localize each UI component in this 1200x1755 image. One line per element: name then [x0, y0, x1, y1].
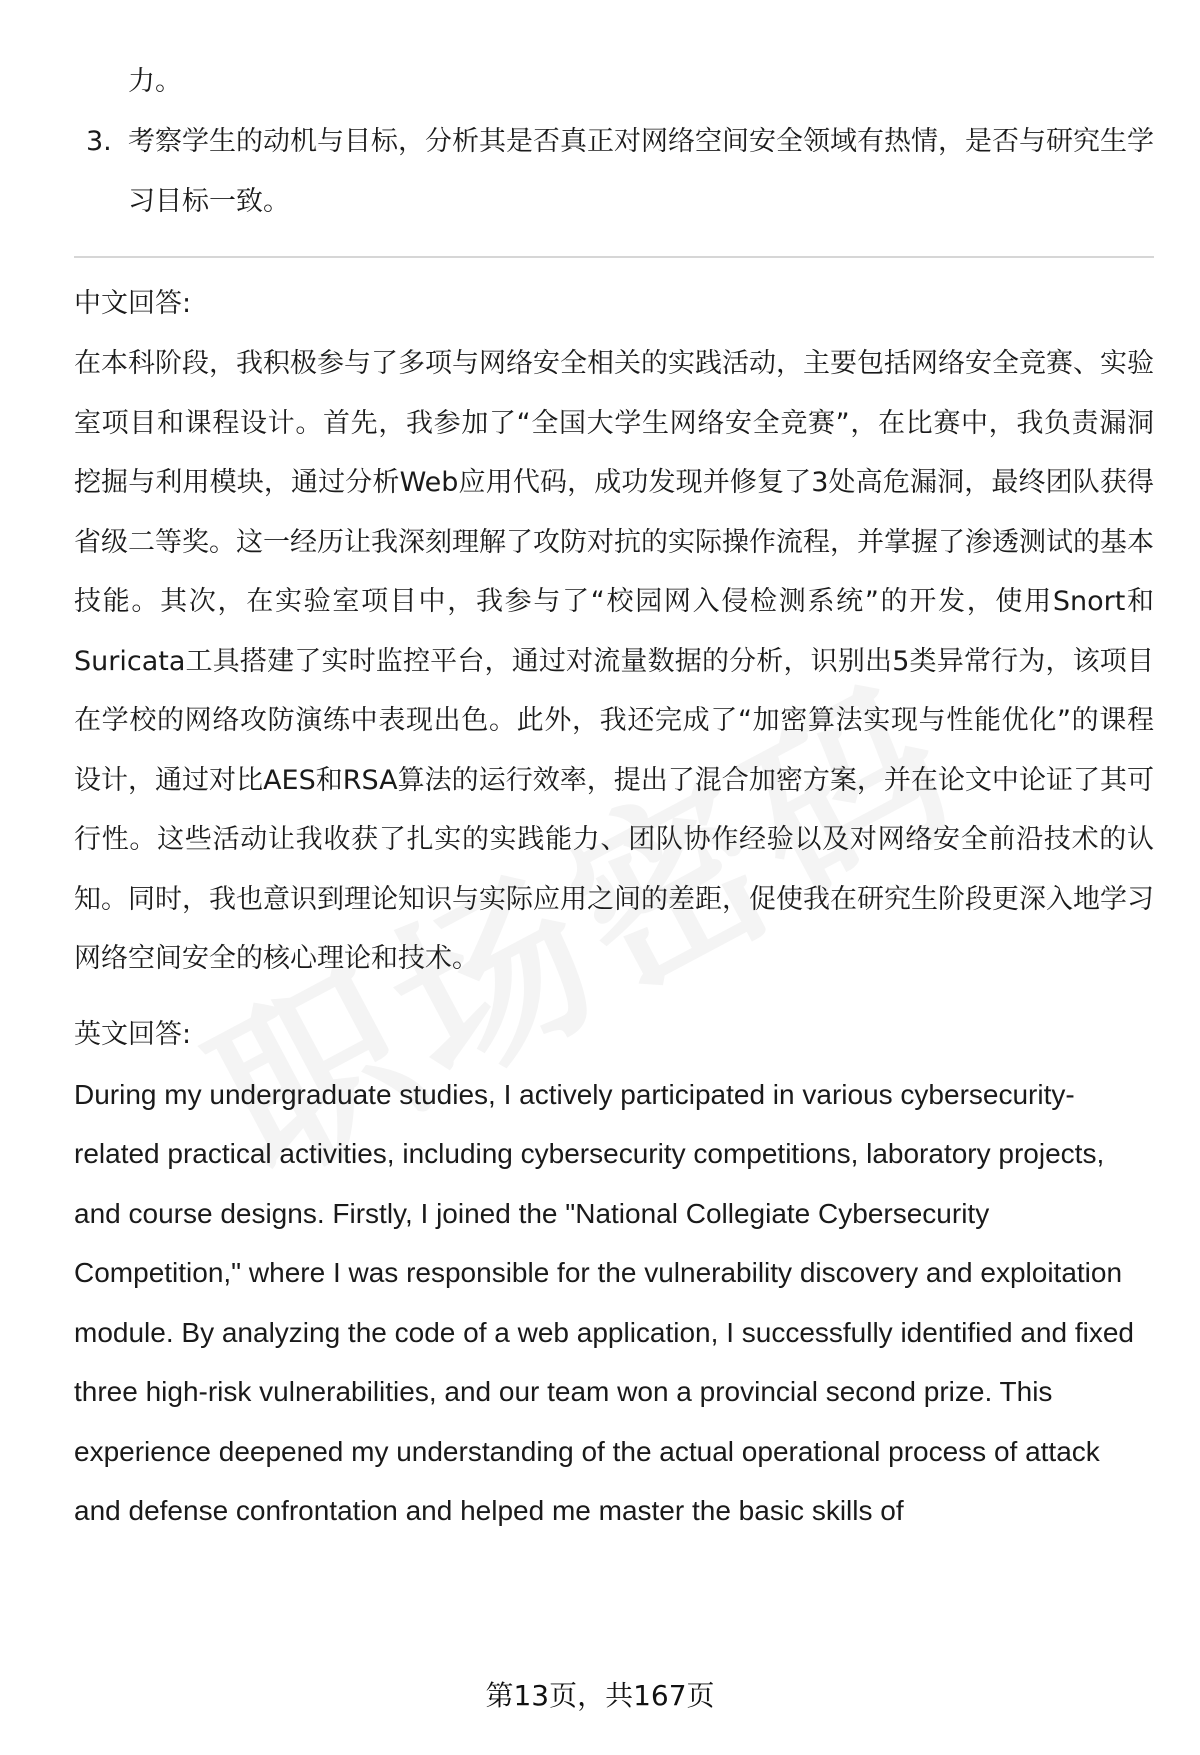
english-answer-body: During my undergraduate studies, I actively participated in various cybersecurity-related practical activities, including cybersecurity competitions, laboratory projects, and course designs. Firstly, I joined the "National Collegiate Cybersecurity Competition," where I was responsible for the vulnerability discovery and exploitation module. By analyzing the code of a web application, I successfully identified and fixed three high-risk vulnerabilities, and our team won a provincial second prize. This experience deepened my understanding of the actual operational process of attack and defense confrontation and helped me master the basic skills of — [74, 1078, 1134, 1526]
page-number-footer: 第13页，共167页 — [485, 1679, 715, 1712]
list-item-continuation: 力。 — [128, 66, 182, 97]
page-content — [74, 52, 1154, 1541]
chinese-answer-body: 在本科阶段，我积极参与了多项与网络安全相关的实践活动，主要包括网络安全竞赛、实验室项目和课程设计。首先，我参加了“全国大学生网络安全竞赛”，在比赛中，我负责漏洞挖掘与利用模块，通过分析Web应用代码，成功发现并修复了3处高危漏洞，最终团队获得省级二等奖。这一经历让我深刻理解了攻防对抗的实际操作流程，并掌握了渗透测试的基本技能。其次，在实验室项目中，我参与了“校园网入侵检测系统”的开发，使用Snort和Suricata工具搭建了实时监控平台，通过对流量数据的分析，识别出5类异常行为，该项目在学校的网络攻防演练中表现出色。此外，我还完成了“加密算法实现与性能优化”的课程设计，通过对比AES和RSA算法的运行效率，提出了混合加密方案，并在论文中论证了其可行性。这些活动让我收获了扎实的实践能力、团队协作经验以及对网络安全前沿技术的认知。同时，我也意识到理论知识与实际应用之间的差距，促使我在研究生阶段更深入地学习网络空间安全的核心理论和技术。 — [74, 348, 1154, 974]
english-answer-heading: 英文回答: — [74, 1018, 192, 1050]
list-item-number: 3. — [86, 126, 112, 157]
list-item — [74, 112, 1154, 232]
section-divider — [74, 256, 1154, 258]
list-item-text: 考察学生的动机与目标，分析其是否真正对网络空间安全领域有热情，是否与研究生学习目标一致。 — [128, 126, 1154, 217]
chinese-answer-heading: 中文回答: — [74, 288, 192, 319]
spacer — [74, 989, 1154, 1005]
